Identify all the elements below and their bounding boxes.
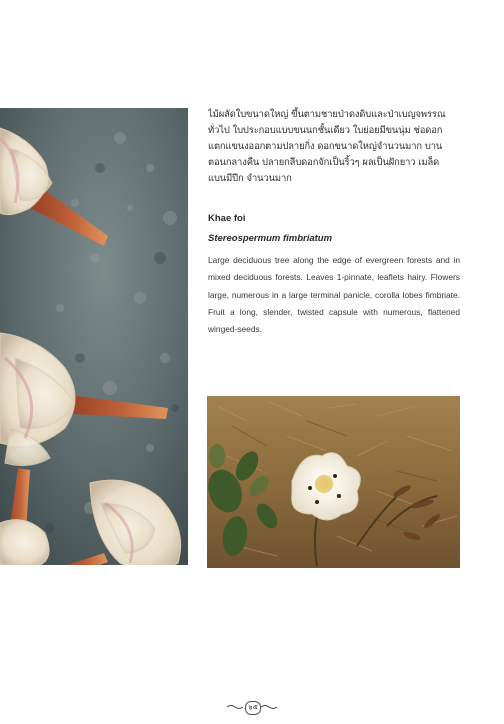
thai-line: ทั่วไป ใบประกอบแบบขนนกชั้นเดียว ใบย่อยมีขนนุ่ม ช่อดอก: [208, 125, 443, 136]
common-name: Khae foi: [208, 213, 246, 224]
thai-line: ไม้ผลัดใบขนาดใหญ่ ขึ้นตามชายป่าดงดิบและป่าเบญจพรรณ: [208, 109, 446, 120]
flower-in-dry-grass-photo: [207, 396, 460, 568]
thai-line: ตอนกลางคืน ปลายกลีบดอกจักเป็นริ้วๆ ผลเป็นฝักยาว เมล็ด: [208, 157, 440, 168]
english-description: Large deciduous tree along the edge of evergreen forests and in mixed deciduous forests. Leaves 1-pinnate, leaflets hairy. Flowers large, numerous in a large terminal panicle, corolla lobes fimbriate. Fruit a long, slender, twisted capsule with numerous, flattened winged-seeds.: [208, 255, 460, 335]
thai-line: แตกแขนงออกตามปลายกิ่ง ดอกขนาดใหญ่จำนวนมาก บาน: [208, 141, 443, 152]
page-number-label: ๖๕: [245, 701, 261, 715]
thai-description: [208, 107, 460, 187]
folio-ornament-left-icon: [227, 704, 243, 710]
page-number: [227, 700, 277, 714]
scientific-name: Stereospermum fimbriatum: [208, 233, 333, 244]
folio-ornament-right-icon: [261, 704, 277, 710]
flowers-on-stone-photo: [0, 108, 188, 565]
thai-line: แบนมีปีก จำนวนมาก: [208, 173, 292, 184]
